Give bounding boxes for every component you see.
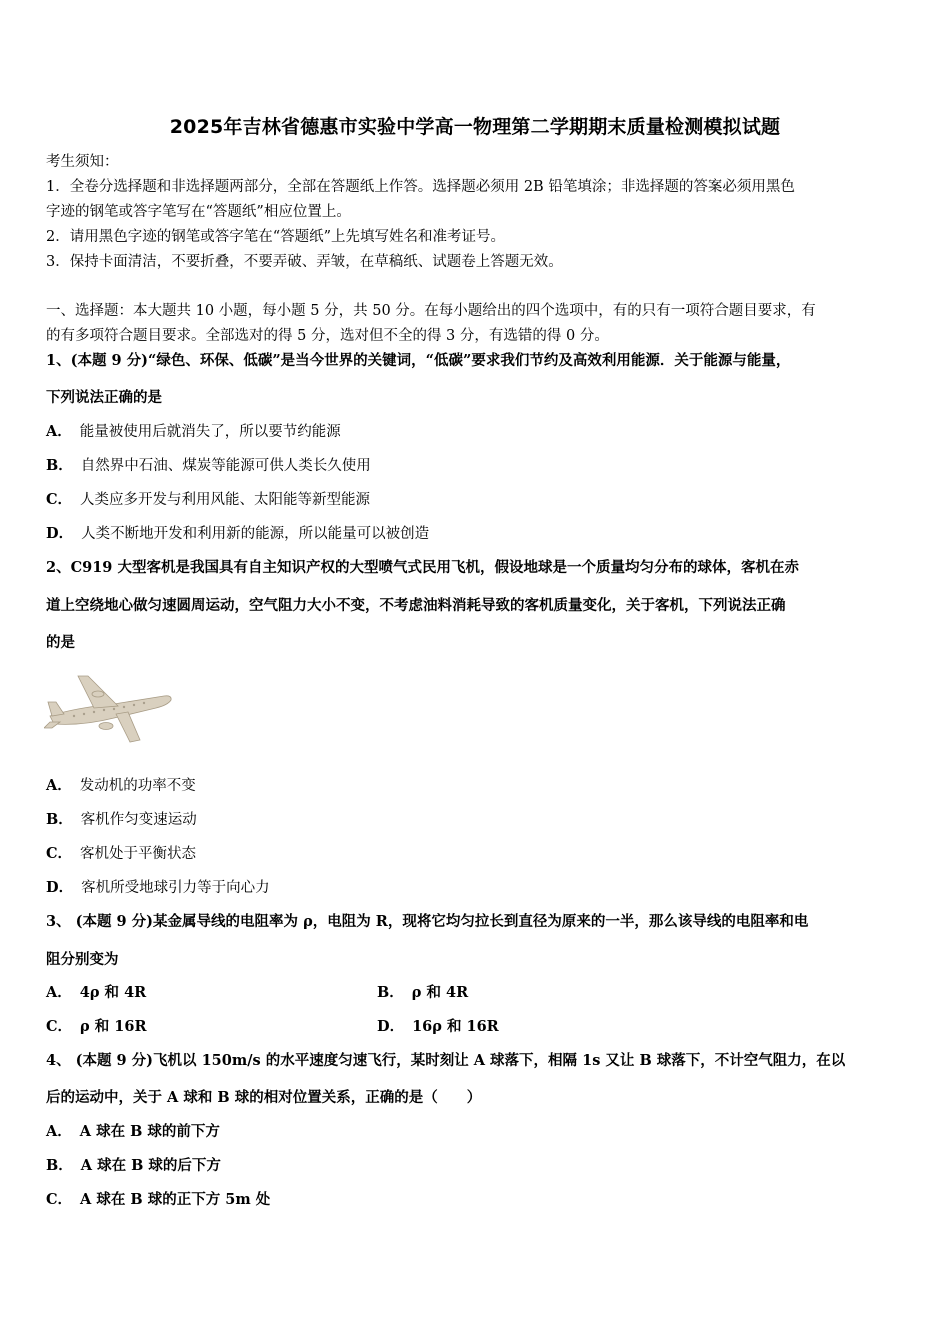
q1-option-a xyxy=(46,422,341,442)
option-text: 16ρ 和 16R xyxy=(412,1018,499,1035)
q4-option-c xyxy=(46,1190,270,1210)
q3-stem-line-1: 3、 (本题 9 分)某金属导线的电阻率为 ρ，电阻为 R，现将它均匀拉长到直径为原来的一半，那么该导线的电阻率和电 xyxy=(46,913,809,930)
option-text: 4ρ 和 4R xyxy=(79,984,147,1001)
q3-option-b xyxy=(377,983,468,1003)
option-text: 能量被使用后就消失了，所以要节约能源 xyxy=(79,424,341,440)
option-label: A． xyxy=(46,1123,72,1140)
option-label: C． xyxy=(46,1191,73,1208)
option-label: C． xyxy=(46,491,73,508)
option-label: B． xyxy=(46,811,73,828)
q3-option-d xyxy=(377,1017,499,1037)
section-instructions-line-2: 的有多项符合题目要求。全部选对的得 5 分，选对但不全的得 3 分，有选错的得 0 分。 xyxy=(46,328,609,344)
option-text: ρ 和 4R xyxy=(411,984,469,1001)
q1-option-d xyxy=(46,524,429,544)
q1-option-b xyxy=(46,456,371,476)
notice-item-1-line-2: 字迹的钢笔或答字笔写在“答题纸”相应位置上。 xyxy=(46,204,351,220)
q2-stem-line-3: 的是 xyxy=(46,634,75,651)
page-title: 2025年吉林省德惠市实验中学高一物理第二学期期末质量检测模拟试题 xyxy=(169,116,781,138)
q2-option-d xyxy=(46,878,270,898)
q3-stem-line-2: 阻分别变为 xyxy=(46,951,119,968)
option-text: 发动机的功率不变 xyxy=(79,778,196,794)
option-text: 自然界中石油、煤炭等能源可供人类长久使用 xyxy=(80,458,371,474)
option-text: A 球在 B 球的正下方 5m 处 xyxy=(80,1191,271,1208)
option-label: A． xyxy=(46,423,72,440)
notice-item-1-line-1: 1．全卷分选择题和非选择题两部分，全部在答题纸上作答。选择题必须用 2B 铅笔填涂；非选择题的答案必须用黑色 xyxy=(46,179,795,195)
option-text: ρ 和 16R xyxy=(80,1018,147,1035)
q2-stem-line-1: 2、C919 大型客机是我国具有自主知识产权的大型喷气式民用飞机，假设地球是一个质量均匀分布的球体，客机在赤 xyxy=(46,559,799,576)
option-label: B． xyxy=(46,457,73,474)
option-label: B． xyxy=(46,1157,73,1174)
option-label: B． xyxy=(377,984,404,1001)
q1-option-c xyxy=(46,490,370,510)
q4-option-a xyxy=(46,1122,220,1142)
q4-stem-line-1: 4、 (本题 9 分)飞机以 150m/s 的水平速度匀速飞行，某时刻让 A 球落下，相隔 1s 又让 B 球落下，不计空气阻力，在以 xyxy=(46,1052,846,1069)
q2-option-c xyxy=(46,844,196,864)
option-text: 人类应多开发与利用风能、太阳能等新型能源 xyxy=(80,492,371,508)
option-text: 客机所受地球引力等于向心力 xyxy=(81,880,270,896)
option-label: D． xyxy=(46,879,74,896)
option-label: A． xyxy=(46,777,72,794)
notice-item-2: 2．请用黑色字迹的钢笔或答字笔在“答题纸”上先填写姓名和准考证号。 xyxy=(46,229,506,245)
option-text: 客机处于平衡状态 xyxy=(80,846,197,862)
option-label: D． xyxy=(46,525,74,542)
option-text: 人类不断地开发和利用新的能源，所以能量可以被创造 xyxy=(81,526,430,542)
option-label: D． xyxy=(377,1018,405,1035)
option-text: A 球在 B 球的前下方 xyxy=(79,1123,220,1140)
q4-option-b xyxy=(46,1156,221,1176)
option-label: A． xyxy=(46,984,72,1001)
q3-option-c xyxy=(46,1017,147,1037)
notice-heading: 考生须知： xyxy=(46,154,119,170)
option-label: C． xyxy=(46,845,73,862)
q2-option-b xyxy=(46,810,197,830)
q3-option-a xyxy=(46,983,146,1003)
option-text: A 球在 B 球的后下方 xyxy=(80,1157,221,1174)
airplane-image xyxy=(44,664,176,746)
notice-item-3: 3．保持卡面清洁，不要折叠，不要弄破、弄皱，在草稿纸、试题卷上答题无效。 xyxy=(46,254,563,270)
q2-stem-line-2: 道上空绕地心做匀速圆周运动，空气阻力大小不变，不考虑油料消耗导致的客机质量变化，关于客机，下列说法正确 xyxy=(46,597,786,614)
q1-stem-line-1: 1、(本题 9 分)“绿色、环保、低碳”是当今世界的关键词，“低碳”要求我们节约及高效利用能源．关于能源与能量， xyxy=(46,352,791,369)
section-instructions-line-1: 一、选择题：本大题共 10 小题，每小题 5 分，共 50 分。在每小题给出的四个选项中，有的只有一项符合题目要求，有 xyxy=(46,303,816,319)
option-text: 客机作匀变速运动 xyxy=(80,812,197,828)
q1-stem-line-2: 下列说法正确的是 xyxy=(46,389,162,406)
q4-stem-line-2: 后的运动中，关于 A 球和 B 球的相对位置关系，正确的是（ ） xyxy=(46,1089,482,1106)
option-label: C． xyxy=(46,1018,73,1035)
q2-option-a xyxy=(46,776,196,796)
